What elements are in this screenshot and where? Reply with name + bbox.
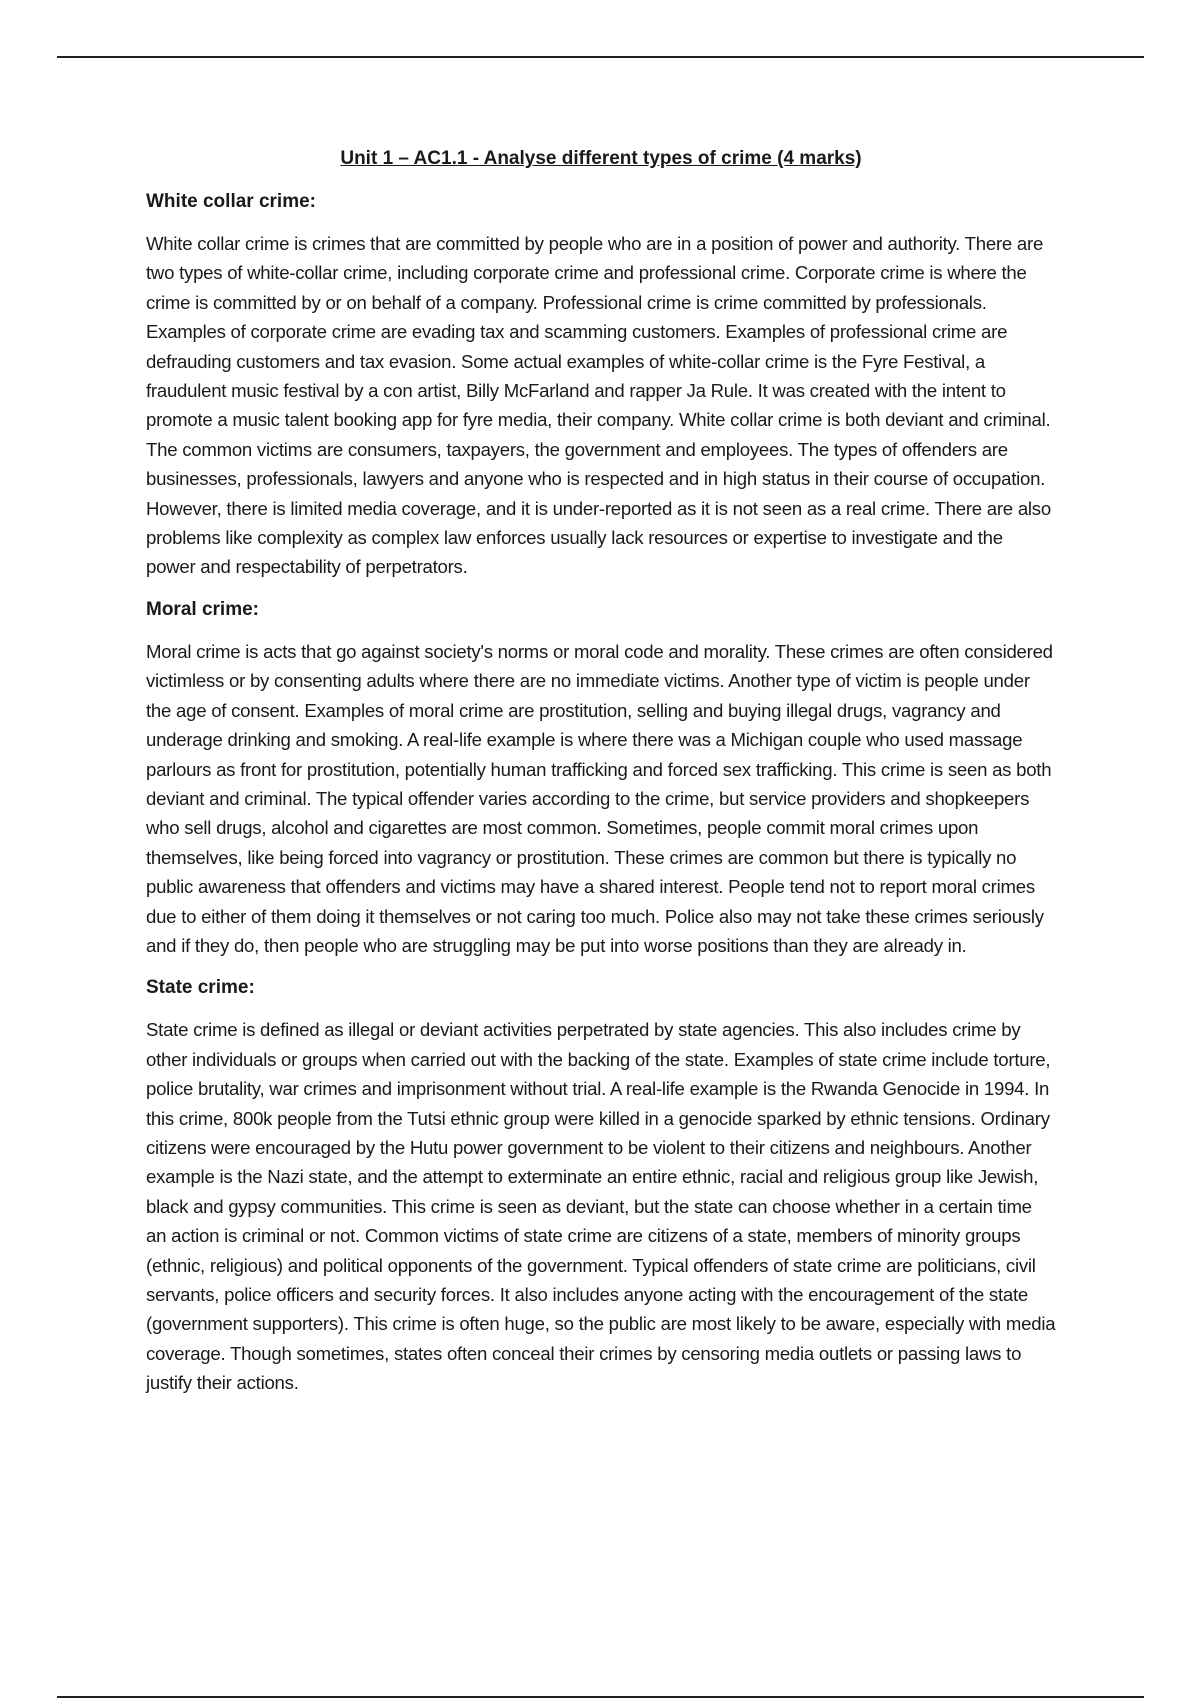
section-paragraph: White collar crime is crimes that are committed by people who are in a position of power and authority. There are two types of white-collar crime, including corporate crime and professional crime. Corporate crime is where the crime is committed by or on behalf of a company. Professional crime is crime committed by professionals. Examples of corporate crime are evading tax and scamming customers. Examples of professional crime are defrauding customers and tax evasion. Some actual examples of white-collar crime is the Fyre Festival, a fraudulent music festival by a con artist, Billy McFarland and rapper Ja Rule. It was created with the intent to promote a music talent booking app for fyre media, their company. White collar crime is both deviant and criminal. The common victims are consumers, taxpayers, the government and employees. The types of offenders are businesses, professionals, lawyers and anyone who is respected and in high status in their course of occupation. However, there is limited media coverage, and it is under-reported as it is not seen as a real crime. There are also problems like complexity as complex law enforces usually lack resources or expertise to investigate and the power and respectability of perpetrators. — [146, 233, 1051, 578]
section-moral-crime — [146, 597, 1056, 960]
section-paragraph: Moral crime is acts that go against society's norms or moral code and morality. These crimes are often considered victimless or by consenting adults where there are no immediate victims. Another type of victim is people under the age of consent. Examples of moral crime are prostitution, selling and buying illegal drugs, vagrancy and underage drinking and smoking. A real-life example is where there was a Michigan couple who used massage parlours as front for prostitution, potentially human trafficking and forced sex trafficking. This crime is seen as both deviant and criminal. The typical offender varies according to the crime, but service providers and shopkeepers who sell drugs, alcohol and cigarettes are most common. Sometimes, people commit moral crimes upon themselves, like being forced into vagrancy or prostitution. These crimes are common but there is typically no public awareness that offenders and victims may have a shared interest. People tend not to report moral crimes due to either of them doing it themselves or not caring too much. Police also may not take these crimes seriously and if they do, then people who are struggling may be put into worse positions than they are already in. — [146, 640, 1053, 956]
section-heading: State crime: — [146, 977, 255, 999]
section-heading: Moral crime: — [146, 598, 259, 620]
section-state-crime — [146, 975, 1056, 1397]
section-white-collar-crime — [146, 189, 1056, 582]
document-page — [146, 146, 1056, 1413]
section-paragraph: State crime is defined as illegal or deviant activities perpetrated by state agencies. This also includes crime by other individuals or groups when carried out with the backing of the state. Examples of state crime include torture, police brutality, war crimes and imprisonment without trial. A real-life example is the Rwanda Genocide in 1994. In this crime, 800k people from the Tutsi ethnic group were killed in a genocide sparked by ethnic tensions. Ordinary citizens were encouraged by the Hutu power government to be violent to their citizens and neighbours. Another example is the Nazi state, and the attempt to exterminate an entire ethnic, racial and religious group like Jewish, black and gypsy communities. This crime is seen as deviant, but the state can choose whether in a certain time an action is criminal or not. Common victims of state crime are citizens of a state, members of minority groups (ethnic, religious) and political opponents of the government. Typical offenders of state crime are politicians, civil servants, police officers and security forces. It also includes anyone acting with the encouragement of the state (government supporters). This crime is often huge, so the public are most likely to be aware, especially with media coverage. Though sometimes, states often conceal their crimes by censoring media outlets or passing laws to justify their actions. — [146, 1019, 1056, 1394]
section-heading: White collar crime: — [146, 191, 316, 212]
document-title: Unit 1 – AC1.1 - Analyse different types of crime (4 marks) — [340, 148, 862, 169]
header-rule — [57, 56, 1144, 58]
footer-rule — [57, 1696, 1144, 1698]
